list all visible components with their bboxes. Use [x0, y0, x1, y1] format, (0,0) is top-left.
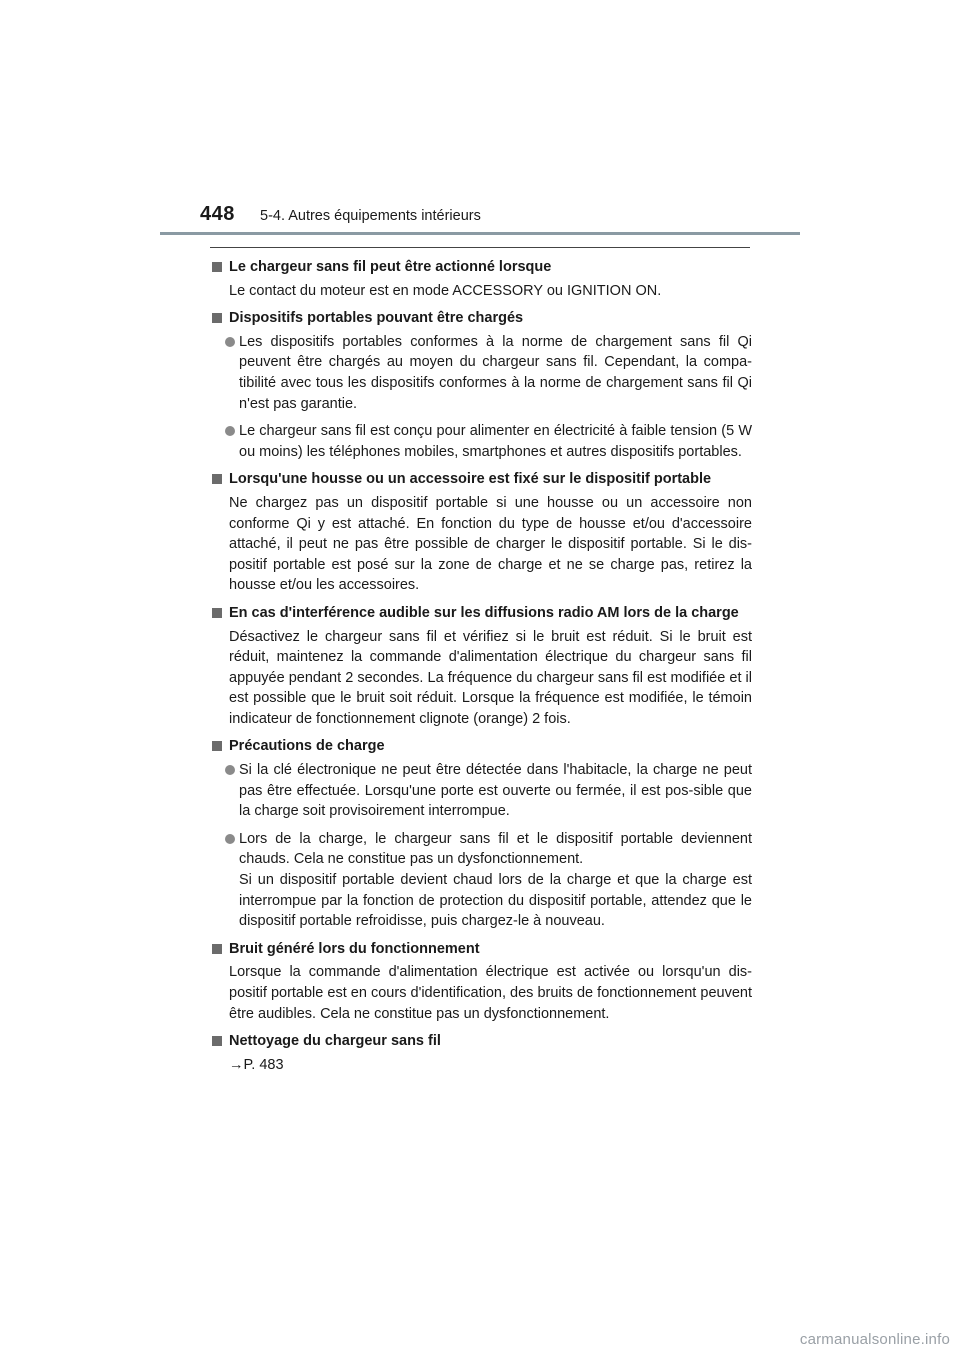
section-block	[212, 1031, 752, 1075]
section-heading	[212, 1031, 752, 1052]
section-block	[212, 736, 752, 931]
header-rule	[160, 232, 800, 235]
section-paragraph: Le contact du moteur est en mode ACCESSORY ou IGNITION ON.	[229, 282, 662, 299]
section-heading	[212, 939, 752, 960]
section-heading	[212, 308, 752, 329]
round-bullet-icon	[225, 426, 235, 436]
round-bullet-icon	[225, 834, 235, 844]
section-heading	[212, 257, 752, 278]
round-bullet-icon	[225, 765, 235, 775]
section-block	[212, 469, 752, 596]
section-block	[212, 308, 752, 462]
section-heading-text: Précautions de charge	[229, 738, 385, 755]
bullet-text: Le chargeur sans fil est conçu pour alimenter en électricité à faible tension (5 W ou moins) les téléphones mobiles, smartphones et autres dispositifs portables.	[239, 423, 752, 460]
round-bullet-icon	[225, 337, 235, 347]
section-heading-text: Lorsqu'une housse ou un accessoire est fixé sur le dispositif portable	[229, 471, 712, 488]
content-divider	[210, 247, 750, 248]
square-bullet-icon	[212, 474, 222, 484]
square-bullet-icon	[212, 944, 222, 954]
watermark: carmanualsonline.info	[799, 1331, 950, 1348]
bullet-item	[212, 421, 752, 462]
bullet-item	[212, 829, 752, 932]
section-heading-text: Dispositifs portables pouvant être chargés	[229, 310, 524, 327]
section-paragraph: Lorsque la commande d'alimentation électrique est activée ou lorsqu'un dis-positif portable est en cours d'identification, des bruits de fonctionnement peuvent être audibles. Cela ne constitue pas un dysfonctionnement.	[229, 964, 752, 1022]
page-number: 448	[200, 203, 235, 225]
section-heading-text: Le chargeur sans fil peut être actionné lorsque	[229, 259, 552, 275]
section-block	[212, 257, 752, 301]
bullet-text: Les dispositifs portables conformes à la norme de chargement sans fil Qi peuvent être chargés au moyen du chargeur sans fil. Cependant, la compa-tibilité avec tous les dispositifs conformes à la norme de chargement sans fil Qi n'est pas garantie.	[239, 333, 752, 412]
page-header	[0, 0, 960, 240]
bullet-item	[212, 760, 752, 822]
square-bullet-icon	[212, 1036, 222, 1046]
square-bullet-icon	[212, 741, 222, 751]
section-block	[212, 939, 752, 1024]
section-heading-text: Bruit généré lors du fonctionnement	[229, 940, 480, 957]
bullet-item	[212, 332, 752, 414]
section-paragraph: Désactivez le chargeur sans fil et vérifiez si le bruit est réduit. Si le bruit est réduit, maintenez la commande d'alimentation électrique du chargeur sans fil appuyée pendant 2 secondes. La fréquence du chargeur sans fil est modifiée et il est possible que le bruit soit réduit. Lorsque la fréquence est modifiée, le témoin indicateur de fonctionnement clignote (orange) 2 fois.	[229, 628, 752, 727]
section-heading	[212, 736, 752, 757]
bullet-text: Si la clé électronique ne peut être détectée dans l'habitacle, la charge ne peut pas être effectuée. Lorsqu'une porte est ouverte ou fermée, il est pos-sible que la charge soit provisoirement interrompue.	[239, 762, 752, 820]
section-paragraph: Ne chargez pas un dispositif portable si une housse ou un accessoire non conforme Qi y est attaché. En fonction du type de housse et/ou d'accessoire attaché, il peut ne pas être possible de charger le dispositif portable. Si le dis-positif portable est posé sur la zone de charge et ne se charge pas, retirez la housse et/ou les accessoires.	[229, 494, 752, 594]
section-heading-text: Nettoyage du chargeur sans fil	[229, 1033, 441, 1050]
section-block	[212, 603, 752, 730]
section-paragraph: →P. 483	[229, 1056, 284, 1073]
section-heading-text: En cas d'interférence audible sur les diffusions radio AM lors de la charge	[229, 604, 739, 621]
bullet-text: Lors de la charge, le chargeur sans fil et le dispositif portable deviennent chauds. Cela ne constitue pas un dysfonctionnement. Si un dispositif portable devient chaud lors de la charge et que la charge est interrompue par la fonction de protection du dispositif portable, attendez que le dispositif portable refroidisse, puis chargez-le à nouveau.	[239, 830, 752, 930]
square-bullet-icon	[212, 262, 222, 272]
content-body	[212, 257, 752, 1082]
square-bullet-icon	[212, 608, 222, 618]
section-heading	[212, 469, 752, 490]
square-bullet-icon	[212, 313, 222, 323]
section-title: 5-4. Autres équipements intérieurs	[260, 208, 481, 224]
section-heading	[212, 603, 752, 624]
